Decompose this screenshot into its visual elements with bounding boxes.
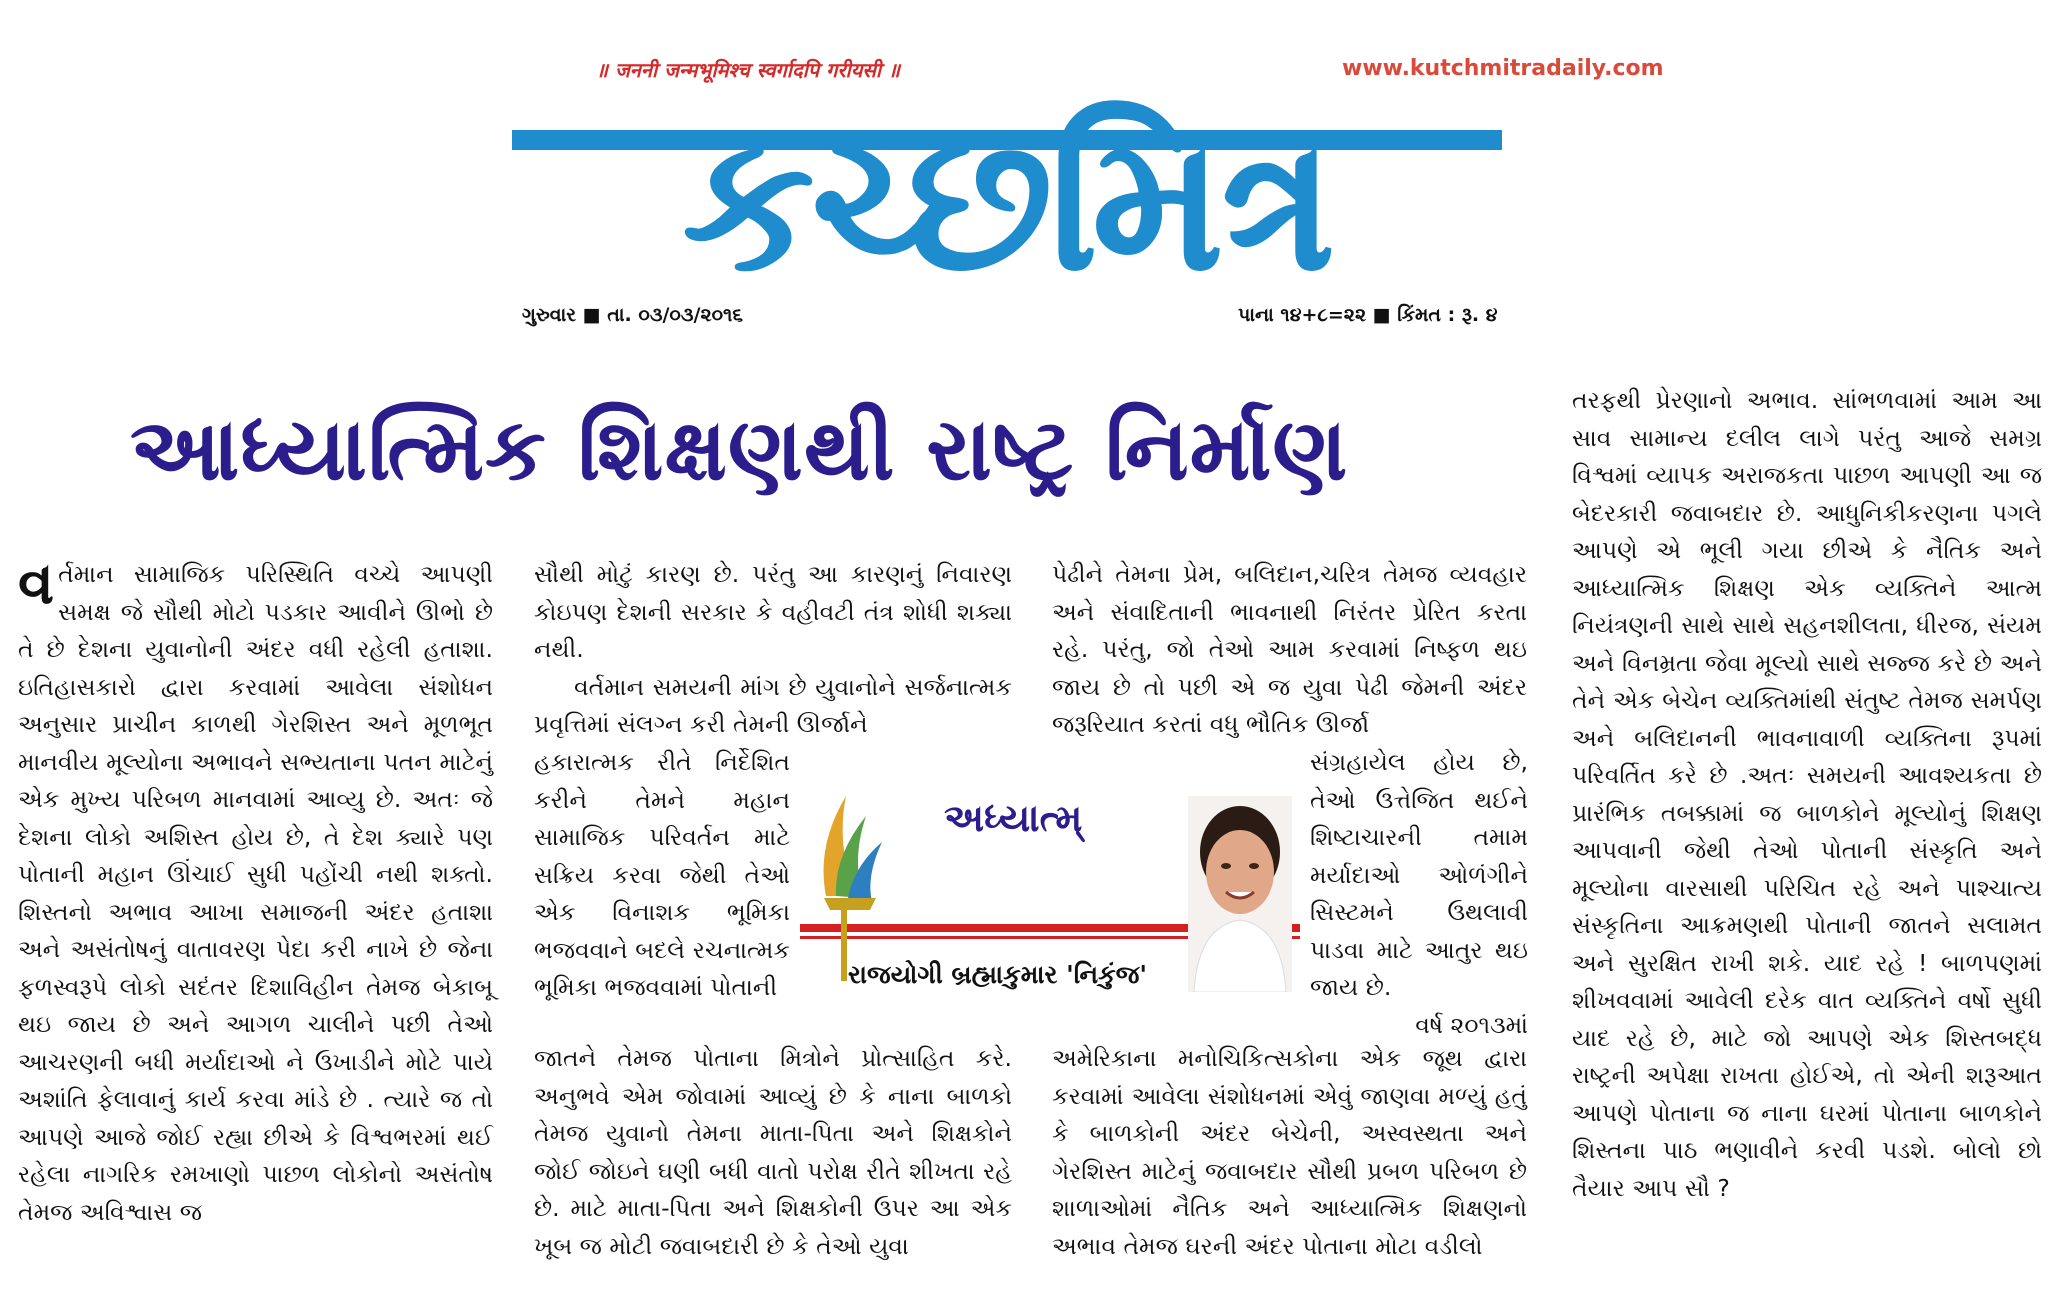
dateline: ગુરુવાર ■ તા. ૦૩/૦૩/૨૦૧૬ [522,304,743,326]
masthead-logo [512,78,1502,278]
flame-emblem-icon [806,786,886,986]
article-column-2-top [534,556,1012,744]
article-column-2-wrap [534,744,790,1007]
masthead-motto: ॥ जननी जन्मभूमिश्च स्वर्गादपि गरीयसी ॥ [596,58,900,82]
article-column-2-bottom [534,1040,1012,1265]
section-label: અધ્યાત્મ્ [944,796,1083,840]
author-photo [1188,796,1292,992]
column-3-bottom-text: અમેરિકાના મનોચિકિત્સકોના એક જૂથ દ્વારા કરવામાં આવેલા સંશોધનમાં એવું જાણવા મળ્યું હતું કે બાળકોની અંદર બેચેની, અસ્વસ્થતા અને ગેરશિસ્ત માટેનું જવાબદાર સૌથી પ્રબળ પરિબળ છે શાળાઓમાં નૈતિક અને આધ્યાત્મિક શિક્ષણનો અભાવ તેમજ ઘરની અંદર પોતાના મોટા વડીલો [1052,1044,1527,1260]
page-info: પાના ૧૪+૮=૨૨ ■ કિંમત : રૂ. ૪ [1238,304,1498,326]
article-column-1 [18,549,493,1231]
article-headline: આધ્યાત્મિક શિક્ષણથી રાષ્ટ્ર નિર્માણ [130,400,1349,500]
column-2-bottom-text: જાતને તેમજ પોતાના મિત્રોને પ્રોત્સાહિત કરે. અનુભવે એમ જોવામાં આવ્યું છે કે નાના બાળકો તેમજ યુવાનો તેમના માતા-પિતા અને શિક્ષકોને જોઈ જોઇને ઘણી બધી વાતો પરોક્ષ રીતે શીખતા રહે છે. માટે માતા-પિતા અને શિક્ષકોની ઉપર આ એક ખૂબ જ મોટી જવાબદારી છે કે તેઓ યુવા [534,1044,1012,1260]
column-3-lead: વર્ષ ૨૦૧૩માં [1415,1010,1528,1039]
article-column-4 [1572,382,2042,1207]
column-2-para-1: સૌથી મોટું કારણ છે. પરંતુ આ કારણનું નિવારણ કોઇપણ દેશની સરકાર કે વહીવટી તંત્ર શોધી શક્યા નથી. [534,560,1012,663]
drop-cap: વ [18,549,55,617]
column-2-wrap-text: હકારાત્મક રીતે નિર્દેશિત કરીને તેમને મહાન સામાજિક પરિવર્તન માટે સક્રિય કરવા જેથી તેઓ એક વિનાશક ભૂમિકા ભજવવાને બદલે રચનાત્મક ભૂમિકા ભજવવામાં પોતાની [534,748,790,1001]
article-column-3-wrap [1310,744,1528,1044]
masthead-url[interactable]: www.kutchmitradaily.com [1342,56,1664,81]
article-column-3-top [1052,556,1527,744]
author-byline: રાજયોગી બ્રહ્માકુમાર 'નિકુંજ' [848,960,1148,989]
masthead-logo-graphic [512,78,1502,278]
masthead-title: કચ્છમિત્ર [682,94,1332,278]
column-4-text: તરફથી પ્રેરણાનો અભાવ. સાંભળવામાં આમ આ સાવ સામાન્ય દલીલ લાગે પરંતુ આજે સમગ્ર વિશ્વમાં વ્યાપક અરાજકતા પાછળ આપણી આ જ બેદરકારી જવાબદાર છે. આધુનિકીકરણના પગલે આપણે એ ભૂલી ગયા છીએ કે નૈતિક અને આધ્યાત્મિક શિક્ષણ એક વ્યક્તિને આત્મ નિયંત્રણની સાથે સાથે સહનશીલતા, ધીરજ, સંયમ અને વિનમ્રતા જેવા મૂલ્યો સાથે સજ્જ કરે છે અને તેને એક બેચેન વ્યક્તિમાંથી સંતુષ્ટ તેમજ સમર્પણ અને બલિદાનની ભાવનાવાળી વ્યક્તિના રૂપમાં પરિવર્તિત કરે છે .અતઃ સમયની આવશ્યકતા છે પ્રારંભિક તબક્કામાં જ બાળકોને મૂલ્યોનું શિક્ષણ આપવાની જેથી તેઓ પોતાની સંસ્કૃતિ અને મૂલ્યોના વારસાથી પરિચિત રહે અને પાશ્ચાત્ય સંસ્કૃતિના આક્રમણથી પોતાની જાતને સલામત અને સુરક્ષિત રાખી શકે. યાદ રહે ! બાળપણમાં શીખવવામાં આવેલી દરેક વાત વ્યક્તિને વર્ષો સુધી યાદ રહે છે, માટે જો આપણે એક શિસ્તબદ્ધ રાષ્ટ્રની અપેક્ષા રાખતા હોઈએ, તો એની શરૂઆત આપણે પોતાના જ નાના ઘરમાં પોતાના બાળકોને શિસ્તના પાઠ ભણાવીને કરવી પડશે. બોલો છો તૈયાર આપ સૌ ? [1572,386,2042,1202]
column-3-top-text: પેઢીને તેમના પ્રેમ, બલિદાન,ચરિત્ર તેમજ વ્યવહાર અને સંવાદિતાની ભાવનાથી નિરંતર પ્રેરિત કરતા રહે. પરંતુ, જો તેઓ આમ કરવામાં નિષ્ફળ થઇ જાય છે તો પછી એ જ યુવા પેઢી જેમની અંદર જરૂરિયાત કરતાં વધુ ભૌતિક ઊર્જા [1052,560,1527,738]
column-3-wrap-text: સંગ્રહાયેલ હોય છે, તેઓ ઉત્તેજિત થઈને શિષ્ટાચારની તમામ મર્યાદાઓ ઓળંગીને સિસ્ટમને ઉથલાવી પાડવા માટે આતુર થઇ જાય છે. [1310,748,1528,1001]
column-2-para-2: વર્તમાન સમયની માંગ છે યુવાનોને સર્જનાત્મક પ્રવૃત્તિમાં સંલગ્ન કરી તેમની ઊર્જાને [534,672,1012,738]
article-column-3-bottom [1052,1040,1527,1265]
column-1-text: ર્તમાન સામાજિક પરિસ્થિતિ વચ્ચે આપણી સમક્ષ જે સૌથી મોટો પડકાર આવીને ઊભો છે તે છે દેશના યુવાનોની અંદર વધી રહેલી હતાશા. ઇતિહાસકારો દ્વારા કરવામાં આવેલા સંશોધન અનુસાર પ્રાચીન કાળથી ગેરશિસ્ત અને મૂળભૂત માનવીય મૂલ્યોના અભાવને સભ્યતાના પતન માટેનું એક મુખ્ય પરિબળ માનવામાં આવ્યુ છે. અતઃ જે દેશના લોકો અશિસ્ત હોય છે, તે દેશ ક્યારે પણ પોતાની મહાન ઊંચાઈ સુધી પહોંચી નથી શક્તો. શિસ્તનો અભાવ આખા સમાજની અંદર હતાશા અને અસંતોષનું વાતાવરણ પેદા કરી નાખે છે જેના ફળસ્વરૂપે લોકો સદંતર દિશાવિહીન તેમજ બેકાબૂ થઇ જાય છે અને આગળ ચાલીને પછી તેઓ આચરણની બધી મર્યાદાઓ ને ઉખાડીને મોટે પાયે અશાંતિ ફેલાવાનું કાર્ય કરવા માંડે છે . ત્યારે જ તો આપણે આજે જોઈ રહ્યા છીએ કે વિશ્વભરમાં થઈ રહેલા નાગરિક રમખાણો પાછળ લોકોનો અસંતોષ તેમજ અવિશ્વાસ જ [18,560,493,1226]
